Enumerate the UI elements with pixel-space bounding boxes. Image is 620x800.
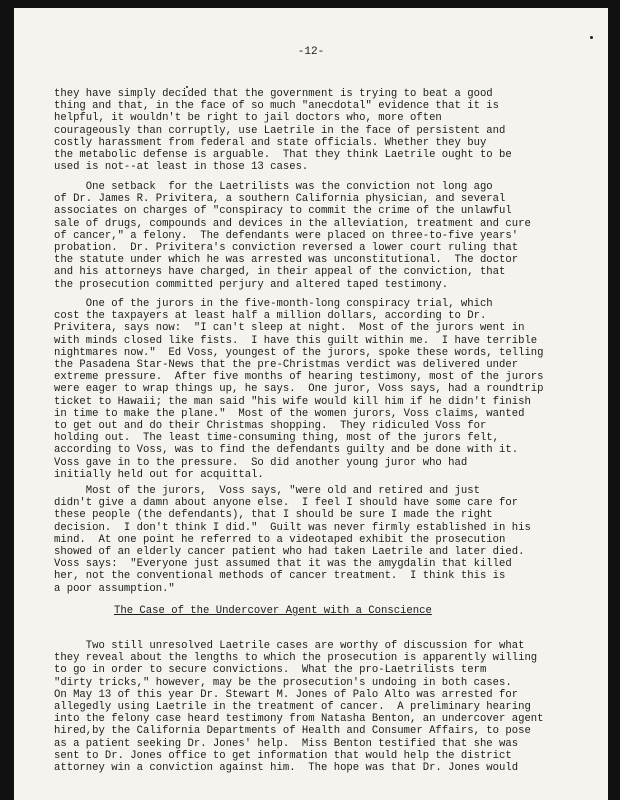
text-line: nightmares now." Ed Voss, youngest of the jurors, spoke these words, telling: [54, 346, 544, 359]
page-number: -12-: [297, 46, 325, 58]
paragraph-3: [54, 298, 594, 481]
text-line: decision. I don't think I did." Guilt was never firmly established in his: [54, 521, 531, 534]
text-line: the statute under which he was arrested was unconstitutional. The doctor: [54, 254, 519, 267]
text-line: Most of the jurors, Voss says, "were old and retired and just: [54, 485, 480, 497]
text-line: One setback for the Laetrilists was the conviction not long ago: [54, 181, 493, 193]
text-line: sent to Dr. Jones office to get information that would help the district: [54, 749, 512, 762]
text-line: One of the jurors in the five-month-long conspiracy trial, which: [54, 298, 493, 310]
text-line: courageously than corruptly, use Laetrile in the face of persistent and: [54, 124, 506, 137]
text-line: the Pasadena Star-News that the pre-Christmas verdict was delivered under: [54, 359, 519, 372]
paragraph-2: [54, 181, 594, 291]
text-line: On May 13 of this year Dr. Stewart M. Jones of Palo Alto was arrested for: [54, 688, 519, 701]
text-line: into the felony case heard testimony from Natasha Benton, an undercover agent: [54, 713, 544, 726]
text-line: the metabolic defense is arguable. That they think Laetrile ought to be: [54, 149, 512, 162]
text-line: didn't give a damn about anyone else. I feel I should have some care for: [54, 497, 519, 510]
text-line: in time to make the plane." Most of the women jurors, Voss claims, wanted: [54, 407, 525, 420]
paragraph-4: [54, 485, 594, 595]
text-line: these people (the defendants), that I should be sure I made the right: [54, 509, 493, 522]
text-line: allegedly using Laetrile in the treatment of cancer. A preliminary hearing: [54, 701, 531, 714]
text-line: probation. Dr. Privitera's conviction reversed a lower court ruling that: [54, 242, 519, 255]
text-line: attorney win a conviction against him. The hope was that Dr. Jones would: [54, 762, 519, 775]
text-line: Voss says: "Everyone just assumed that it was the amygdalin that killed: [54, 558, 512, 571]
text-line: to go in order to secure convictions. What the pro-Laetrilists term: [54, 664, 487, 677]
section-heading: The Case of the Undercover Agent with a Conscience: [114, 605, 432, 617]
text-line: they reveal about the lengths to which the prosecution is apparently willing: [54, 652, 538, 665]
text-line: with minds closed like fists. I have this guilt within me. I have terrible: [54, 334, 538, 347]
text-line: associates on charges of "conspiracy to commit the crime of the unlawful: [54, 205, 512, 218]
paragraph-5: [54, 640, 594, 774]
text-line: extreme pressure. After five months of hearing testimony, most of the jurors: [54, 371, 544, 384]
text-line: of cancer," a felony. The defendants were placed on three-to-five years': [54, 229, 519, 242]
text-line: holding out. The least time-consuming thing, most of the jurors felt,: [54, 432, 500, 445]
text-line: Two still unresolved Laetrile cases are worthy of discussion for what: [54, 640, 525, 652]
text-line: sale of drugs, compounds and devices in the alleviation, treatment and cure: [54, 217, 531, 230]
text-line: were eager to wrap things up, he says. One juror, Voss says, had a roundtrip: [54, 383, 544, 396]
text-line: to get out and do their Christmas shopping. They ridiculed Voss for: [54, 420, 487, 433]
text-line: thing and that, in the face of so much "anecdotal" evidence that it is: [54, 100, 500, 113]
text-line: cost the taxpayers at least half a million dollars, according to Dr.: [54, 310, 487, 323]
text-line: her, not the conventional methods of cancer treatment. I think this is: [54, 570, 506, 583]
text-line: costly harassment from federal and state officials. Whether they buy: [54, 136, 487, 149]
text-line: as a patient seeking Dr. Jones' help. Miss Benton testified that she was: [54, 737, 519, 750]
text-line: ticket to Hawaii; the man said "his wife would kill him if he didn't finish: [54, 395, 531, 408]
text-line: and his attorneys have charged, in their appeal of the conviction, that: [54, 266, 506, 279]
text-line: helpful, it wouldn't be right to jail doctors who, more often: [54, 112, 442, 125]
text-line: hired,by the California Departments of Health and Consumer Affairs, to pose: [54, 725, 531, 738]
text-line: they have simply decided that the government is trying to beat a good: [54, 88, 493, 100]
document-page: [14, 8, 608, 800]
text-line: Voss gave in to the pressure. So did another young juror who had: [54, 456, 468, 469]
text-line: of Dr. James R. Privitera, a southern California physician, and several: [54, 193, 506, 206]
text-line: a poor assumption.": [54, 582, 175, 595]
text-line: according to Voss, was to find the defendants guilty and be done with it.: [54, 444, 519, 457]
text-line: initially held out for acquittal.: [54, 468, 264, 481]
text-line: mind. At one point he referred to a videotaped exhibit the prosecution: [54, 533, 506, 546]
corner-mark: [590, 36, 593, 39]
paragraph-1: [54, 88, 594, 173]
text-line: "dirty tricks," however, may be the prosecution's undoing in both cases.: [54, 676, 512, 689]
text-line: used is not--at least in those 13 cases.: [54, 161, 309, 174]
text-line: showed of an elderly cancer patient who had taken Laetrile and later died.: [54, 546, 525, 559]
text-line: Privitera, says now: "I can't sleep at night. Most of the jurors went in: [54, 322, 525, 335]
text-line: the prosecution committed perjury and altered taped testimony.: [54, 278, 449, 291]
